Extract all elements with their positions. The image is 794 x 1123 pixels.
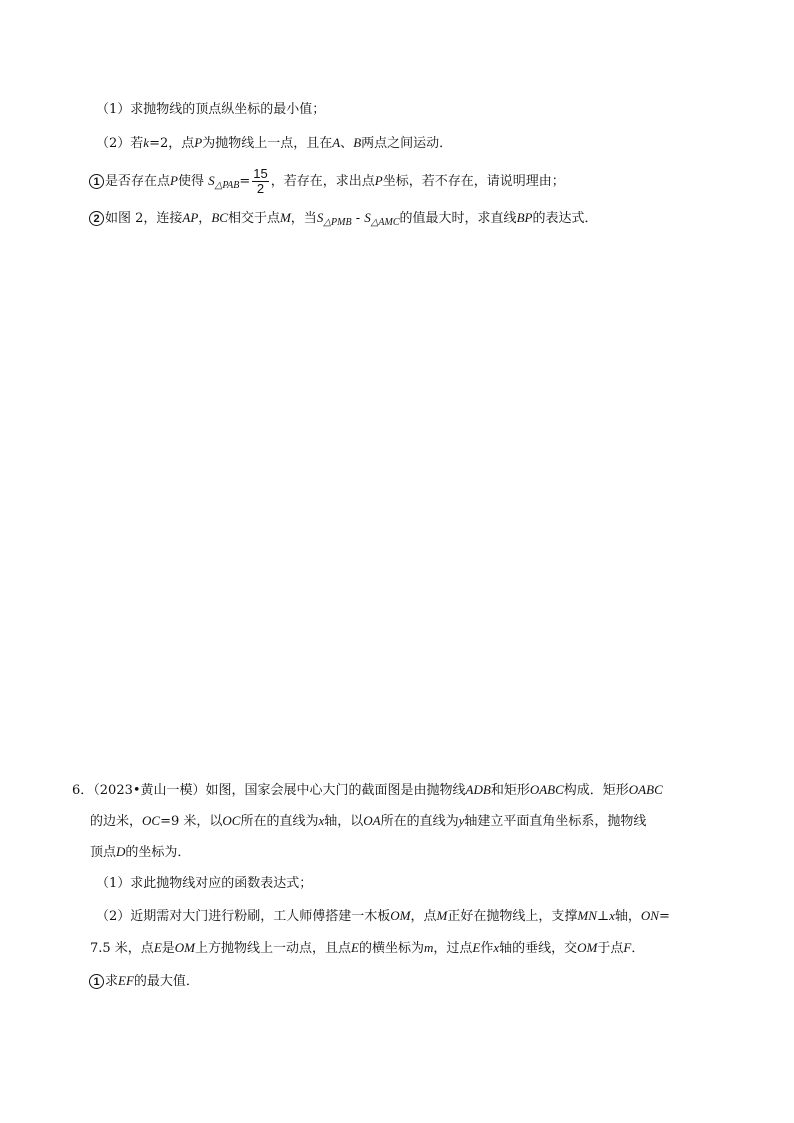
circled-number-1: 1 xyxy=(89,174,104,189)
problem-6-line-1: 6．（2023•黄山一模）如图，国家会展中心大门的截面图是由抛物线ADB和矩形OABC构成．矩形OABC xyxy=(72,782,663,798)
subquestion-1: 1 是否存在点P使得 $S_{\triangle PAB}=$ $\frac{15}{2}$ ，若存在，求出点P坐标，若不存在，请说明理由； xyxy=(89,166,565,201)
problem-6-line-6: 7.5 米，点E是OM上方抛物线上一动点，且点E的横坐标为m，过点E作x轴的垂线，交OM于点F． xyxy=(90,940,645,956)
circled-number-2: 2 xyxy=(89,211,104,226)
subquestion-2: 2 如图 2，连接AP，BC相交于点M，当$S_{\triangle PMB} - S_{\triangle AMC}$的值最大时，求直线BP的表达式． xyxy=(89,208,597,233)
question-text: 求抛物线的顶点纵坐标的最小值； xyxy=(130,102,326,117)
problem-6-question-1: （1）求此抛物线对应的函数表达式； xyxy=(96,876,313,891)
fraction-15-over-2: $\frac{15}{2}$ xyxy=(253,166,268,196)
problem-6-subquestion-1: 1 求EF的最大值． xyxy=(89,971,199,992)
question-number: （1） xyxy=(96,102,131,117)
problem-6-line-3: 顶点D的坐标为． xyxy=(90,844,191,860)
question-2: （2）若k=2，点P为抛物线上一点，且在A、B两点之间运动． xyxy=(96,135,453,151)
question-1 xyxy=(96,100,325,120)
circled-number-1: 1 xyxy=(89,974,104,989)
problem-6-question-2: （2）近期需对大门进行粉刷，工人师傅搭建一木板OM，点M正好在抛物线上，支撑MN⊥x轴，ON= xyxy=(96,908,670,924)
problem-6-line-2: 的边米，OC=9 米，以OC所在的直线为x轴，以OA所在的直线为y轴建立平面直角坐标系，抛物线 xyxy=(90,813,647,829)
area-symbol: S xyxy=(208,173,215,188)
